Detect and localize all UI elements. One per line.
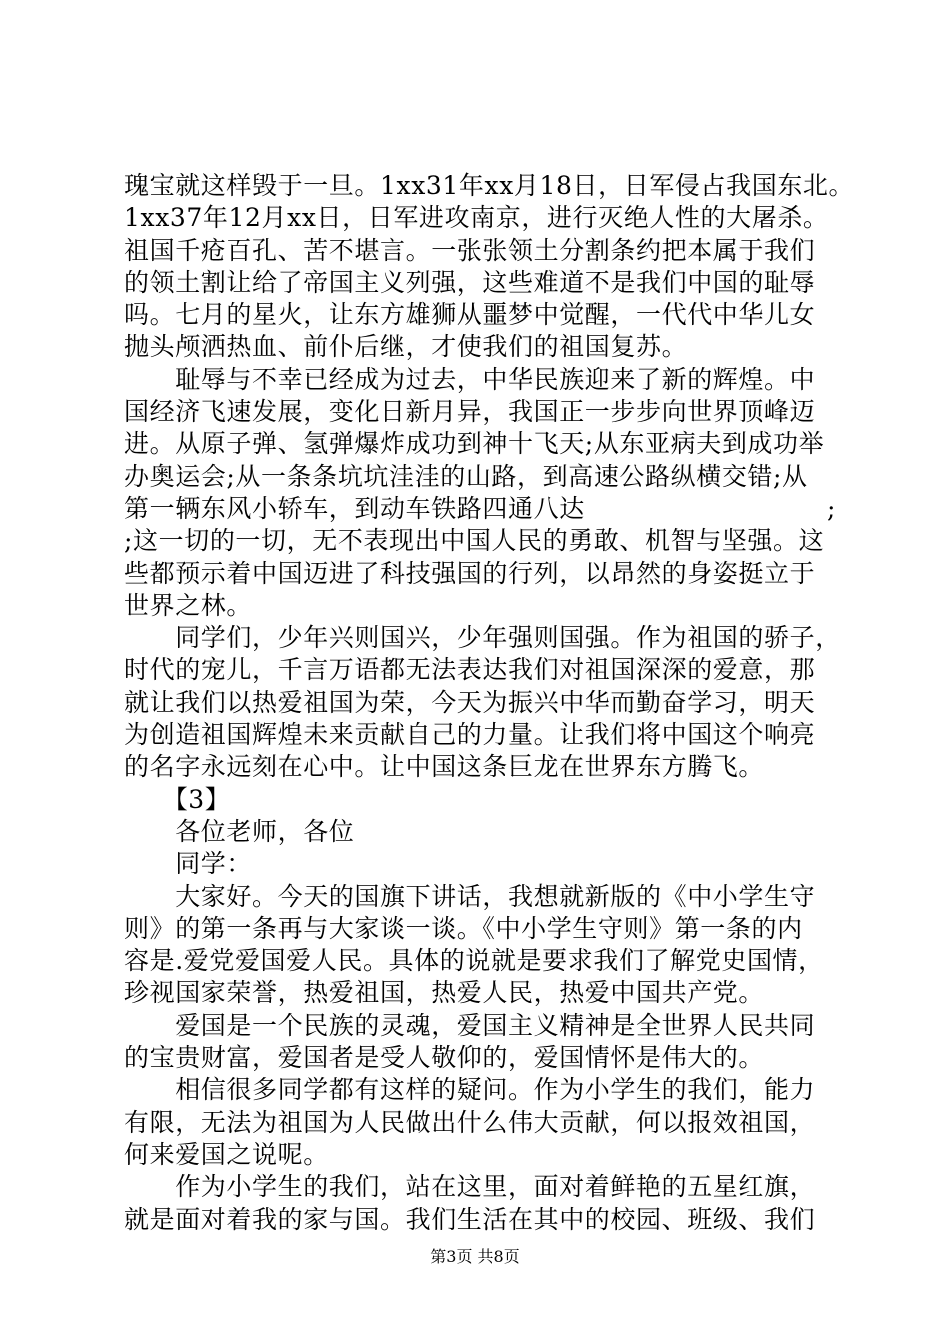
text-line: 的领土割让给了帝国主义列强，这些难道不是我们中国的耻辱 (124, 267, 816, 297)
text-line: 何来爱国之说呢。 (124, 1139, 329, 1169)
page-footer (0, 1244, 950, 1267)
page-number: 第3页 共8页 (430, 1247, 520, 1266)
text-line: 作为小学生的我们，站在这里，面对着鲜艳的五星红旗， (124, 1172, 816, 1202)
text-line: 国经济飞速发展，变化日新月异，我国正一步步向世界顶峰迈 (124, 397, 816, 427)
text-line: 珍视国家荣誉，热爱祖国，热爱人民，热爱中国共产党。 (124, 978, 765, 1008)
text-line: 瑰宝就这样毁于一旦。1xx31年xx月18日，日军侵占我国东北。 (124, 171, 855, 200)
text-line: 有限，无法为祖国为人民做出什么伟大贡献，何以报效祖国， (124, 1107, 816, 1137)
text-line: 同学： (124, 849, 253, 879)
text-line: 进。从原子弹、氢弹爆炸成功到神十飞天;从东亚病夫到成功举 (124, 429, 825, 459)
section-heading: 【3】 (124, 784, 231, 814)
text-line: 抛头颅洒热血、前仆后继，才使我们的祖国复苏。 (124, 332, 688, 362)
text-line: 就是面对着我的家与国。我们生活在其中的校园、班级、我们 (124, 1204, 816, 1234)
document-body (124, 170, 855, 1236)
text-line: 则》的第一条再与大家谈一谈。《中小学生守则》第一条的内 (124, 913, 803, 943)
text-line: 祖国千疮百孔、苦不堪言。一张张领土分割条约把本属于我们 (124, 235, 816, 265)
gap-line-left: 第一辆东风小轿车，到动车铁路四通八达 (124, 493, 585, 523)
text-line: 容是.爱党爱国爱人民。具体的说就是要求我们了解党史国情， (124, 946, 824, 976)
text-line: 的宝贵财富，爱国者是受人敬仰的，爱国情怀是伟大的。 (124, 1043, 765, 1073)
text-line: 耻辱与不幸已经成为过去，中华民族迎来了新的辉煌。中 (124, 364, 816, 394)
text-line: 为创造祖国辉煌未来贡献自己的力量。让我们将中国这个响亮 (124, 720, 816, 750)
text-line: 的名字永远刻在心中。让中国这条巨龙在世界东方腾飞。 (124, 752, 765, 782)
text-line: 些都预示着中国迈进了科技强国的行列，以昂然的身姿挺立于 (124, 558, 816, 588)
text-line: 办奥运会;从一条条坑坑洼洼的山路，到高速公路纵横交错;从 (124, 461, 808, 491)
text-line: 同学们，少年兴则国兴，少年强则国强。作为祖国的骄子， (124, 623, 841, 653)
text-line: 爱国是一个民族的灵魂，爱国主义精神是全世界人民共同 (124, 1010, 816, 1040)
text-line: 各位老师，各位 (124, 816, 355, 846)
text-line: 世界之林。 (124, 590, 253, 620)
text-line: ;这一切的一切，无不表现出中国人民的勇敢、机智与坚强。这 (124, 526, 825, 556)
text-line: 时代的宠儿，千言万语都无法表达我们对祖国深深的爱意，那 (124, 655, 816, 685)
gap-line-right: ; (826, 493, 836, 523)
text-line: 相信很多同学都有这样的疑问。作为小学生的我们，能力 (124, 1075, 816, 1105)
text-line: 1xx37年12月xx日，日军进攻南京，进行灭绝人性的大屠杀。 (124, 203, 829, 233)
text-line: 大家好。今天的国旗下讲话，我想就新版的《中小学生守 (124, 881, 816, 911)
text-line-with-gap (124, 493, 836, 525)
text-line: 吗。七月的星火，让东方雄狮从噩梦中觉醒，一代代中华儿女 (124, 300, 816, 330)
text-line: 就让我们以热爱祖国为荣，今天为振兴中华而勤奋学习，明天 (124, 687, 816, 717)
